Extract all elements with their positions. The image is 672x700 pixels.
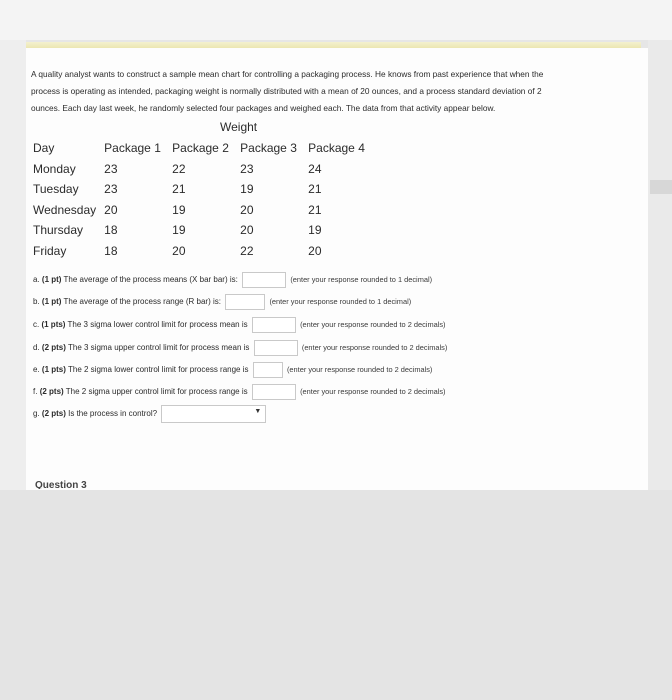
question-text <box>31 66 631 117</box>
left-sidebar-strip <box>0 40 26 490</box>
cell-day: Thursday <box>33 223 84 238</box>
cell-value: 20 <box>240 223 254 238</box>
cell-value: 19 <box>172 202 186 217</box>
column-header-package-3: Package 3 <box>240 141 297 156</box>
chevron-down-icon: ▼ <box>254 408 262 415</box>
cell-value: 23 <box>104 182 118 197</box>
part-c-answer-input[interactable] <box>252 317 296 333</box>
question-line-2: process is operating as intended, packaging weight is normally distributed with a mean of 20 ounces, and a process standard deviation of 2 <box>31 86 542 96</box>
part-b-text: The average of the process range (R bar) is: <box>63 297 221 307</box>
part-e-points: (1 pts) <box>41 365 66 375</box>
part-d-points: (2 pts) <box>41 343 66 353</box>
part-e <box>33 362 432 378</box>
cell-value: 20 <box>240 202 254 217</box>
part-g <box>33 405 266 423</box>
column-header-package-4: Package 4 <box>308 141 365 156</box>
part-f-label: f. <box>33 387 38 397</box>
part-c-hint: (enter your response rounded to 2 decimals) <box>300 320 446 330</box>
cell-day: Monday <box>33 161 76 176</box>
part-c-text: The 3 sigma lower control limit for process mean is <box>67 320 248 330</box>
part-a <box>33 272 432 288</box>
part-e-label: e. <box>33 365 40 375</box>
part-c <box>33 317 446 333</box>
question-line-1: A quality analyst wants to construct a sample mean chart for controlling a packaging process. He knows from past experience that when the <box>31 69 544 79</box>
column-header-package-1: Package 1 <box>104 141 161 156</box>
part-d-answer-input[interactable] <box>254 340 298 356</box>
cell-day: Tuesday <box>33 182 79 197</box>
cell-value: 18 <box>104 243 118 258</box>
part-b <box>33 294 411 310</box>
cell-value: 20 <box>104 202 118 217</box>
part-f-text: The 2 sigma upper control limit for process range is <box>65 387 248 397</box>
part-b-hint: (enter your response rounded to 1 decimal) <box>269 297 412 307</box>
column-header-day: Day <box>33 141 55 156</box>
next-question-heading: Question 3 <box>35 480 87 489</box>
table-row <box>29 179 372 200</box>
right-side-tab[interactable] <box>650 180 672 194</box>
part-c-points: (1 pts) <box>41 320 66 330</box>
browser-top-area <box>0 0 672 40</box>
part-f <box>33 384 446 400</box>
cell-value: 19 <box>240 182 254 197</box>
part-f-answer-input[interactable] <box>252 384 296 400</box>
cell-value: 23 <box>240 161 254 176</box>
part-g-label: g. <box>33 409 40 419</box>
part-e-answer-input[interactable] <box>253 362 283 378</box>
cell-value: 22 <box>172 161 186 176</box>
cell-value: 19 <box>172 223 186 238</box>
part-b-points: (1 pt) <box>41 297 62 307</box>
part-f-points: (2 pts) <box>39 387 64 397</box>
part-g-points: (2 pts) <box>41 409 66 419</box>
part-d-text: The 3 sigma upper control limit for process mean is <box>67 343 250 353</box>
part-d <box>33 340 447 356</box>
column-header-package-2: Package 2 <box>172 141 229 156</box>
table-title: Weight <box>220 120 258 134</box>
weight-data-table <box>29 138 372 261</box>
part-e-text: The 2 sigma lower control limit for process range is <box>67 365 249 375</box>
part-g-text: Is the process in control? <box>68 409 158 419</box>
cell-value: 21 <box>308 182 322 197</box>
table-row <box>29 241 372 262</box>
cell-day: Friday <box>33 243 67 258</box>
part-c-label: c. <box>33 320 40 330</box>
part-a-points: (1 pt) <box>41 275 62 285</box>
part-d-label: d. <box>33 343 40 353</box>
cell-value: 24 <box>308 161 322 176</box>
table-header-row <box>29 138 372 159</box>
part-f-hint: (enter your response rounded to 2 decimals) <box>300 387 446 397</box>
question-line-3: ounces. Each day last week, he randomly selected four packages and weighed each. The data from that activity appear below. <box>31 103 496 113</box>
cell-value: 20 <box>308 243 322 258</box>
cell-value: 23 <box>104 161 118 176</box>
table-row <box>29 220 372 241</box>
part-a-answer-input[interactable] <box>242 272 286 288</box>
part-d-hint: (enter your response rounded to 2 decimals) <box>301 343 448 353</box>
cell-value: 19 <box>308 223 322 238</box>
part-a-hint: (enter your response rounded to 1 decimal) <box>290 275 433 285</box>
in-control-dropdown[interactable] <box>161 405 266 423</box>
part-b-answer-input[interactable] <box>225 294 265 310</box>
table-row <box>29 200 372 221</box>
cell-value: 18 <box>104 223 118 238</box>
cell-value: 21 <box>308 202 322 217</box>
cell-value: 21 <box>172 182 186 197</box>
part-a-text: The average of the process means (X bar bar) is: <box>63 275 238 285</box>
table-row <box>29 159 372 180</box>
cell-day: Wednesday <box>33 202 97 217</box>
right-sidebar-strip <box>648 40 672 490</box>
cell-value: 20 <box>172 243 186 258</box>
cell-value: 22 <box>240 243 254 258</box>
page-bottom-area <box>0 490 672 700</box>
part-a-label: a. <box>33 275 40 285</box>
part-b-label: b. <box>33 297 40 307</box>
part-e-hint: (enter your response rounded to 2 decimals) <box>286 365 433 375</box>
